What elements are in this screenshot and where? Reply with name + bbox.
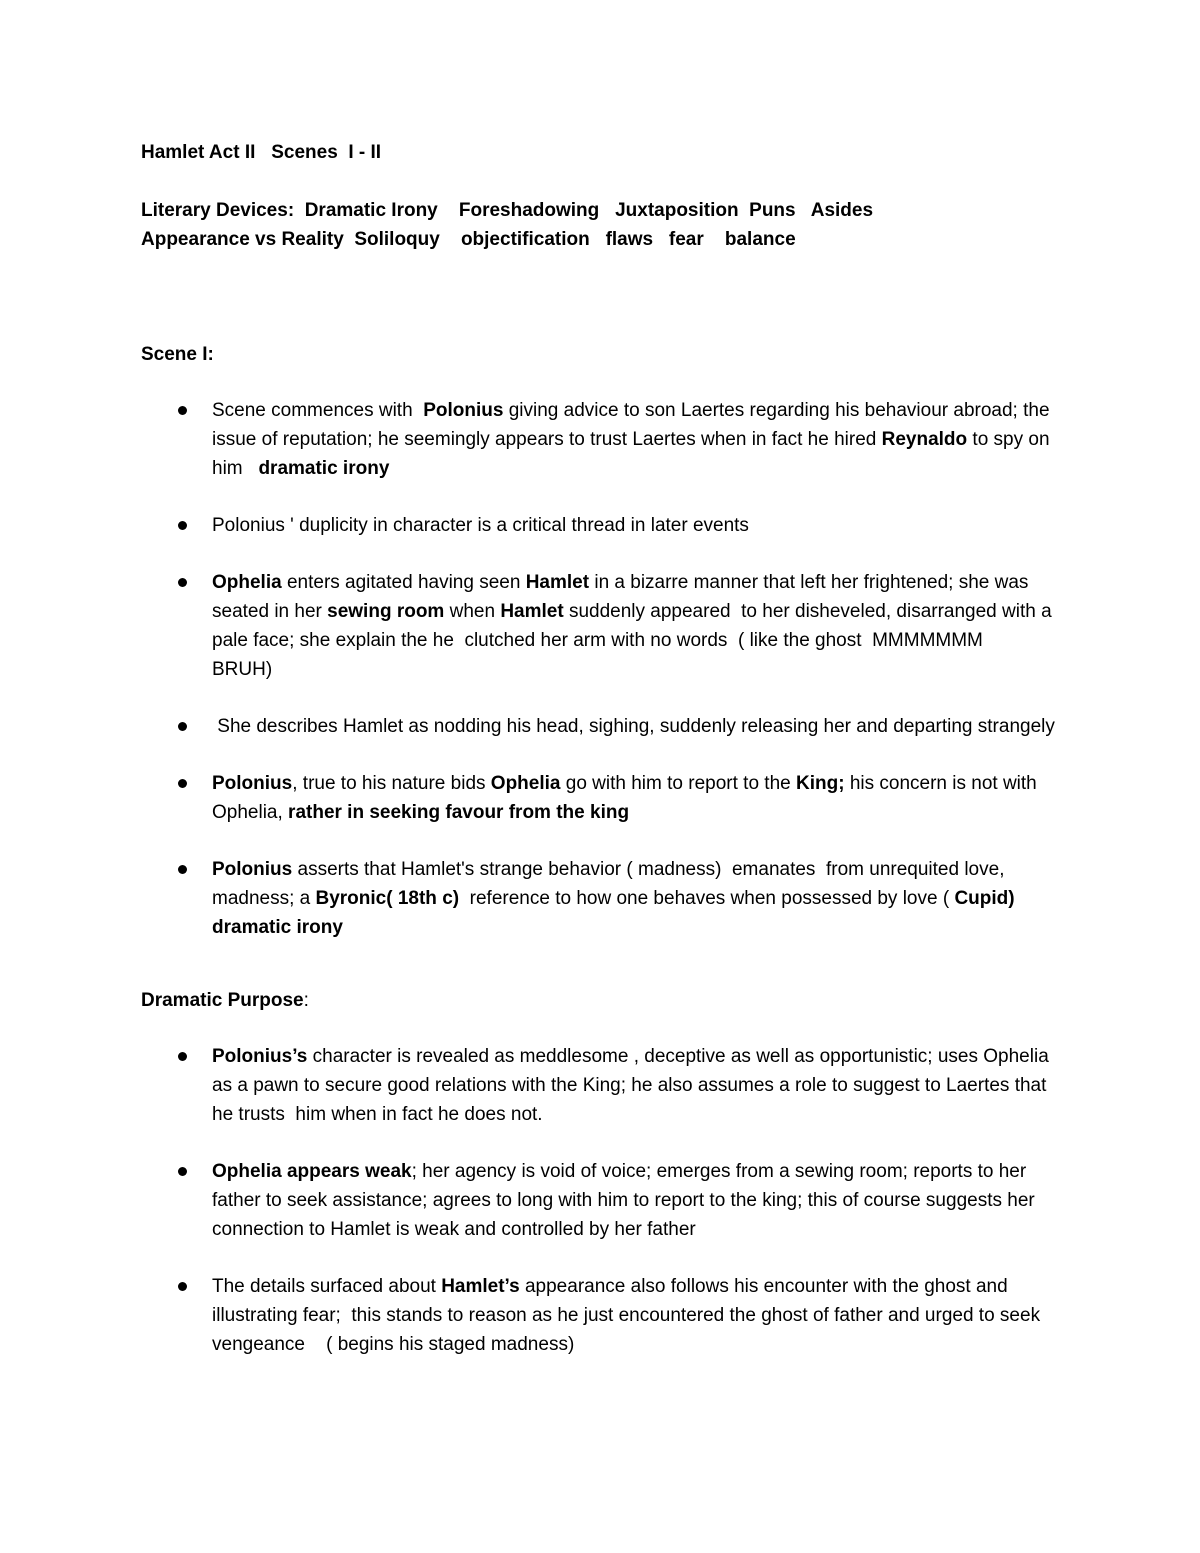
text: reference to how one behaves when possessed by love ( <box>459 888 955 909</box>
bullet-dot-icon <box>178 1282 187 1291</box>
dramatic-purpose-title: Dramatic Purpose <box>141 990 304 1011</box>
text: go with him to report to the <box>560 773 796 794</box>
text: ; her agency is void of voice; emerges from a sewing room; reports to her father to seek assistance; agrees to long with him to report to the king; this of course suggests her connection to Hamlet is weak and controlled by her father <box>212 1161 1040 1240</box>
text: character is revealed as meddlesome , deceptive as well as opportunistic; uses Ophelia as a pawn to secure good relations with the King; he also assumes a role to suggest to Laertes that he trusts him when in fact he does not. <box>212 1046 1055 1125</box>
list-item <box>141 1272 1061 1359</box>
dramatic-purpose-colon: : <box>303 990 309 1011</box>
literary-devices-line-1: Literary Devices: Dramatic Irony Foreshadowing Juxtaposition Puns Asides <box>141 200 874 221</box>
bold-text: Byronic( 18th c) <box>315 888 460 909</box>
bold-text: Polonius <box>212 859 293 880</box>
bold-text: Ophelia <box>490 773 561 794</box>
list-item <box>141 1042 1061 1129</box>
bullet-dot-icon <box>178 779 187 788</box>
text: appearance also follows his encounter with the ghost and illustrating fear; this stands to reason as he just encountered the ghost of father and urged to seek vengeance ( begins his staged madness) <box>212 1276 1046 1355</box>
text: his concern is not with Ophelia, <box>212 773 1043 823</box>
text: Scene commences with <box>212 400 424 421</box>
bold-text: Hamlet <box>500 601 564 622</box>
scene-1-heading <box>141 340 1061 369</box>
list-item <box>141 511 1061 540</box>
bold-text: rather in seeking favour from the king <box>288 802 630 823</box>
bullet-dot-icon <box>178 1052 187 1061</box>
bullet-dot-icon <box>178 406 187 415</box>
bold-text: Ophelia <box>212 572 282 593</box>
text: suddenly appeared to her disheveled, disarranged with a pale face; she explain the he clutched her arm with no words ( like the ghost MMMMMMM BRUH) <box>212 601 1057 680</box>
bold-text: dramatic irony <box>258 458 390 479</box>
text: , true to his nature bids <box>292 773 491 794</box>
text: asserts that Hamlet's strange behavior ( madness) emanates from unrequited love, madness; a <box>212 859 1010 909</box>
list-item <box>141 568 1061 684</box>
literary-devices <box>141 196 1061 254</box>
list-item <box>141 1157 1061 1244</box>
list-item <box>141 712 1061 741</box>
dramatic-purpose-bullet-list <box>141 1042 1061 1359</box>
bold-text: Hamlet <box>525 572 590 593</box>
text: in a bizarre manner that left her frightened; she was seated in her <box>212 572 1034 622</box>
list-item <box>141 855 1061 942</box>
bullet-dot-icon <box>178 865 187 874</box>
bullet-dot-icon <box>178 578 187 587</box>
bold-text: Polonius’s <box>212 1046 308 1067</box>
text: She describes Hamlet as nodding his head, sighing, suddenly releasing her and departing strangely <box>212 716 1055 737</box>
bullet-dot-icon <box>178 1167 187 1176</box>
bold-text: Hamlet’s <box>441 1276 520 1297</box>
document-page <box>141 138 1061 1387</box>
dramatic-purpose-heading <box>141 986 1061 1015</box>
text: giving advice to son Laertes regarding his behaviour abroad; the issue of reputation; he seemingly appears to trust Laertes when in fact he hired <box>212 400 1055 450</box>
text: The details surfaced about <box>212 1276 442 1297</box>
bold-text: dramatic irony <box>212 917 343 938</box>
text: Polonius ' duplicity in character is a critical thread in later events <box>212 515 749 536</box>
bold-text: Polonius <box>423 400 504 421</box>
literary-devices-line-2: Appearance vs Reality Soliloquy objectification flaws fear balance <box>141 229 796 250</box>
list-item <box>141 769 1061 827</box>
list-item <box>141 396 1061 483</box>
bold-text: sewing room <box>327 601 445 622</box>
bold-text: Polonius <box>212 773 293 794</box>
bold-text: Reynaldo <box>881 429 968 450</box>
bullet-dot-icon <box>178 722 187 731</box>
text <box>1015 888 1041 909</box>
text: to spy on him <box>212 429 1055 479</box>
document-title: Hamlet Act II Scenes I - II <box>141 142 382 163</box>
bullet-dot-icon <box>178 521 187 530</box>
bold-text: King; <box>796 773 845 794</box>
scene-1-bullet-list <box>141 396 1061 942</box>
bold-text: Ophelia appears weak <box>212 1161 412 1182</box>
text: when <box>444 601 501 622</box>
text: enters agitated having seen <box>281 572 526 593</box>
bold-text: Cupid) <box>954 888 1015 909</box>
scene-1-title: Scene I: <box>141 344 214 365</box>
